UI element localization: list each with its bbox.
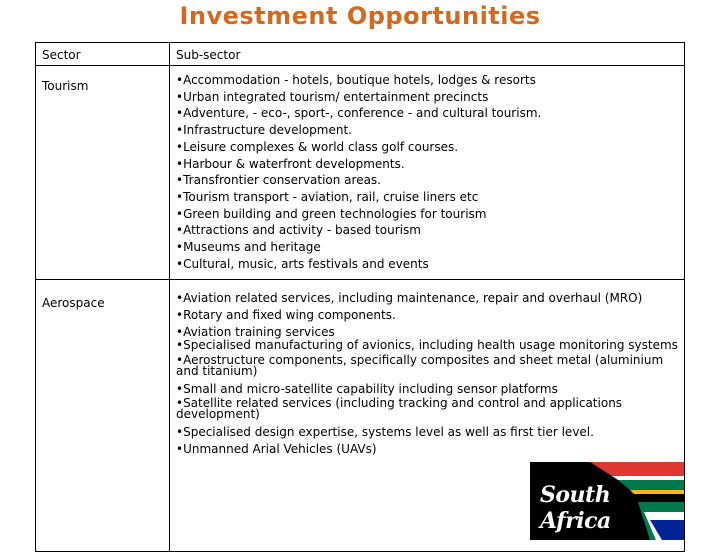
list-item: •Tourism transport - aviation, rail, cruise liners etc bbox=[176, 189, 479, 204]
logo-text: South Africa bbox=[540, 482, 611, 534]
list-item: •Unmanned Arial Vehicles (UAVs) bbox=[176, 441, 377, 456]
aerospace-subsectors bbox=[176, 290, 681, 458]
column-divider bbox=[169, 43, 170, 551]
list-item: •Transfrontier conservation areas. bbox=[176, 173, 381, 188]
list-item: •Rotary and fixed wing components. bbox=[176, 307, 396, 322]
list-item: •Attractions and activity - based tourism bbox=[176, 223, 421, 238]
list-item: •Harbour & waterfront developments. bbox=[176, 156, 405, 171]
row-divider bbox=[36, 279, 684, 280]
page-title: Investment Opportunities bbox=[179, 2, 541, 30]
sector-aerospace: Aerospace bbox=[42, 296, 105, 310]
list-item: •Museums and heritage bbox=[176, 240, 321, 255]
list-item: •Specialised design expertise, systems level as well as first tier level. bbox=[176, 425, 594, 440]
list-item: •Aviation training services bbox=[176, 324, 335, 339]
list-item: •Satellite related services (including tracking and control and applications development) bbox=[176, 396, 626, 422]
list-item: •Small and micro-satellite capability including sensor platforms bbox=[176, 382, 558, 397]
list-item: •Urban integrated tourism/ entertainment precincts bbox=[176, 89, 489, 104]
south-africa-logo bbox=[530, 462, 684, 540]
list-item: •Specialised manufacturing of avionics, including health usage monitoring systems bbox=[176, 338, 678, 353]
list-item: •Aviation related services, including maintenance, repair and overhaul (MRO) bbox=[176, 291, 643, 305]
header-sector: Sector bbox=[42, 48, 81, 62]
tourism-subsectors bbox=[176, 72, 681, 272]
list-item: •Adventure, - eco-, sport-, conference - and cultural tourism. bbox=[176, 106, 542, 121]
list-item: •Aerostructure components, specifically composites and sheet metal (aluminium and titanium) bbox=[176, 353, 667, 379]
list-item: •Infrastructure development. bbox=[176, 123, 352, 138]
list-item: •Leisure complexes & world class golf courses. bbox=[176, 139, 459, 154]
list-item: •Accommodation - hotels, boutique hotels, lodges & resorts bbox=[176, 73, 536, 87]
header-subsector: Sub-sector bbox=[176, 48, 241, 62]
header-divider bbox=[36, 65, 684, 66]
sector-tourism: Tourism bbox=[42, 79, 89, 93]
list-item: •Cultural, music, arts festivals and events bbox=[176, 256, 429, 271]
list-item: •Green building and green technologies for tourism bbox=[176, 206, 487, 221]
